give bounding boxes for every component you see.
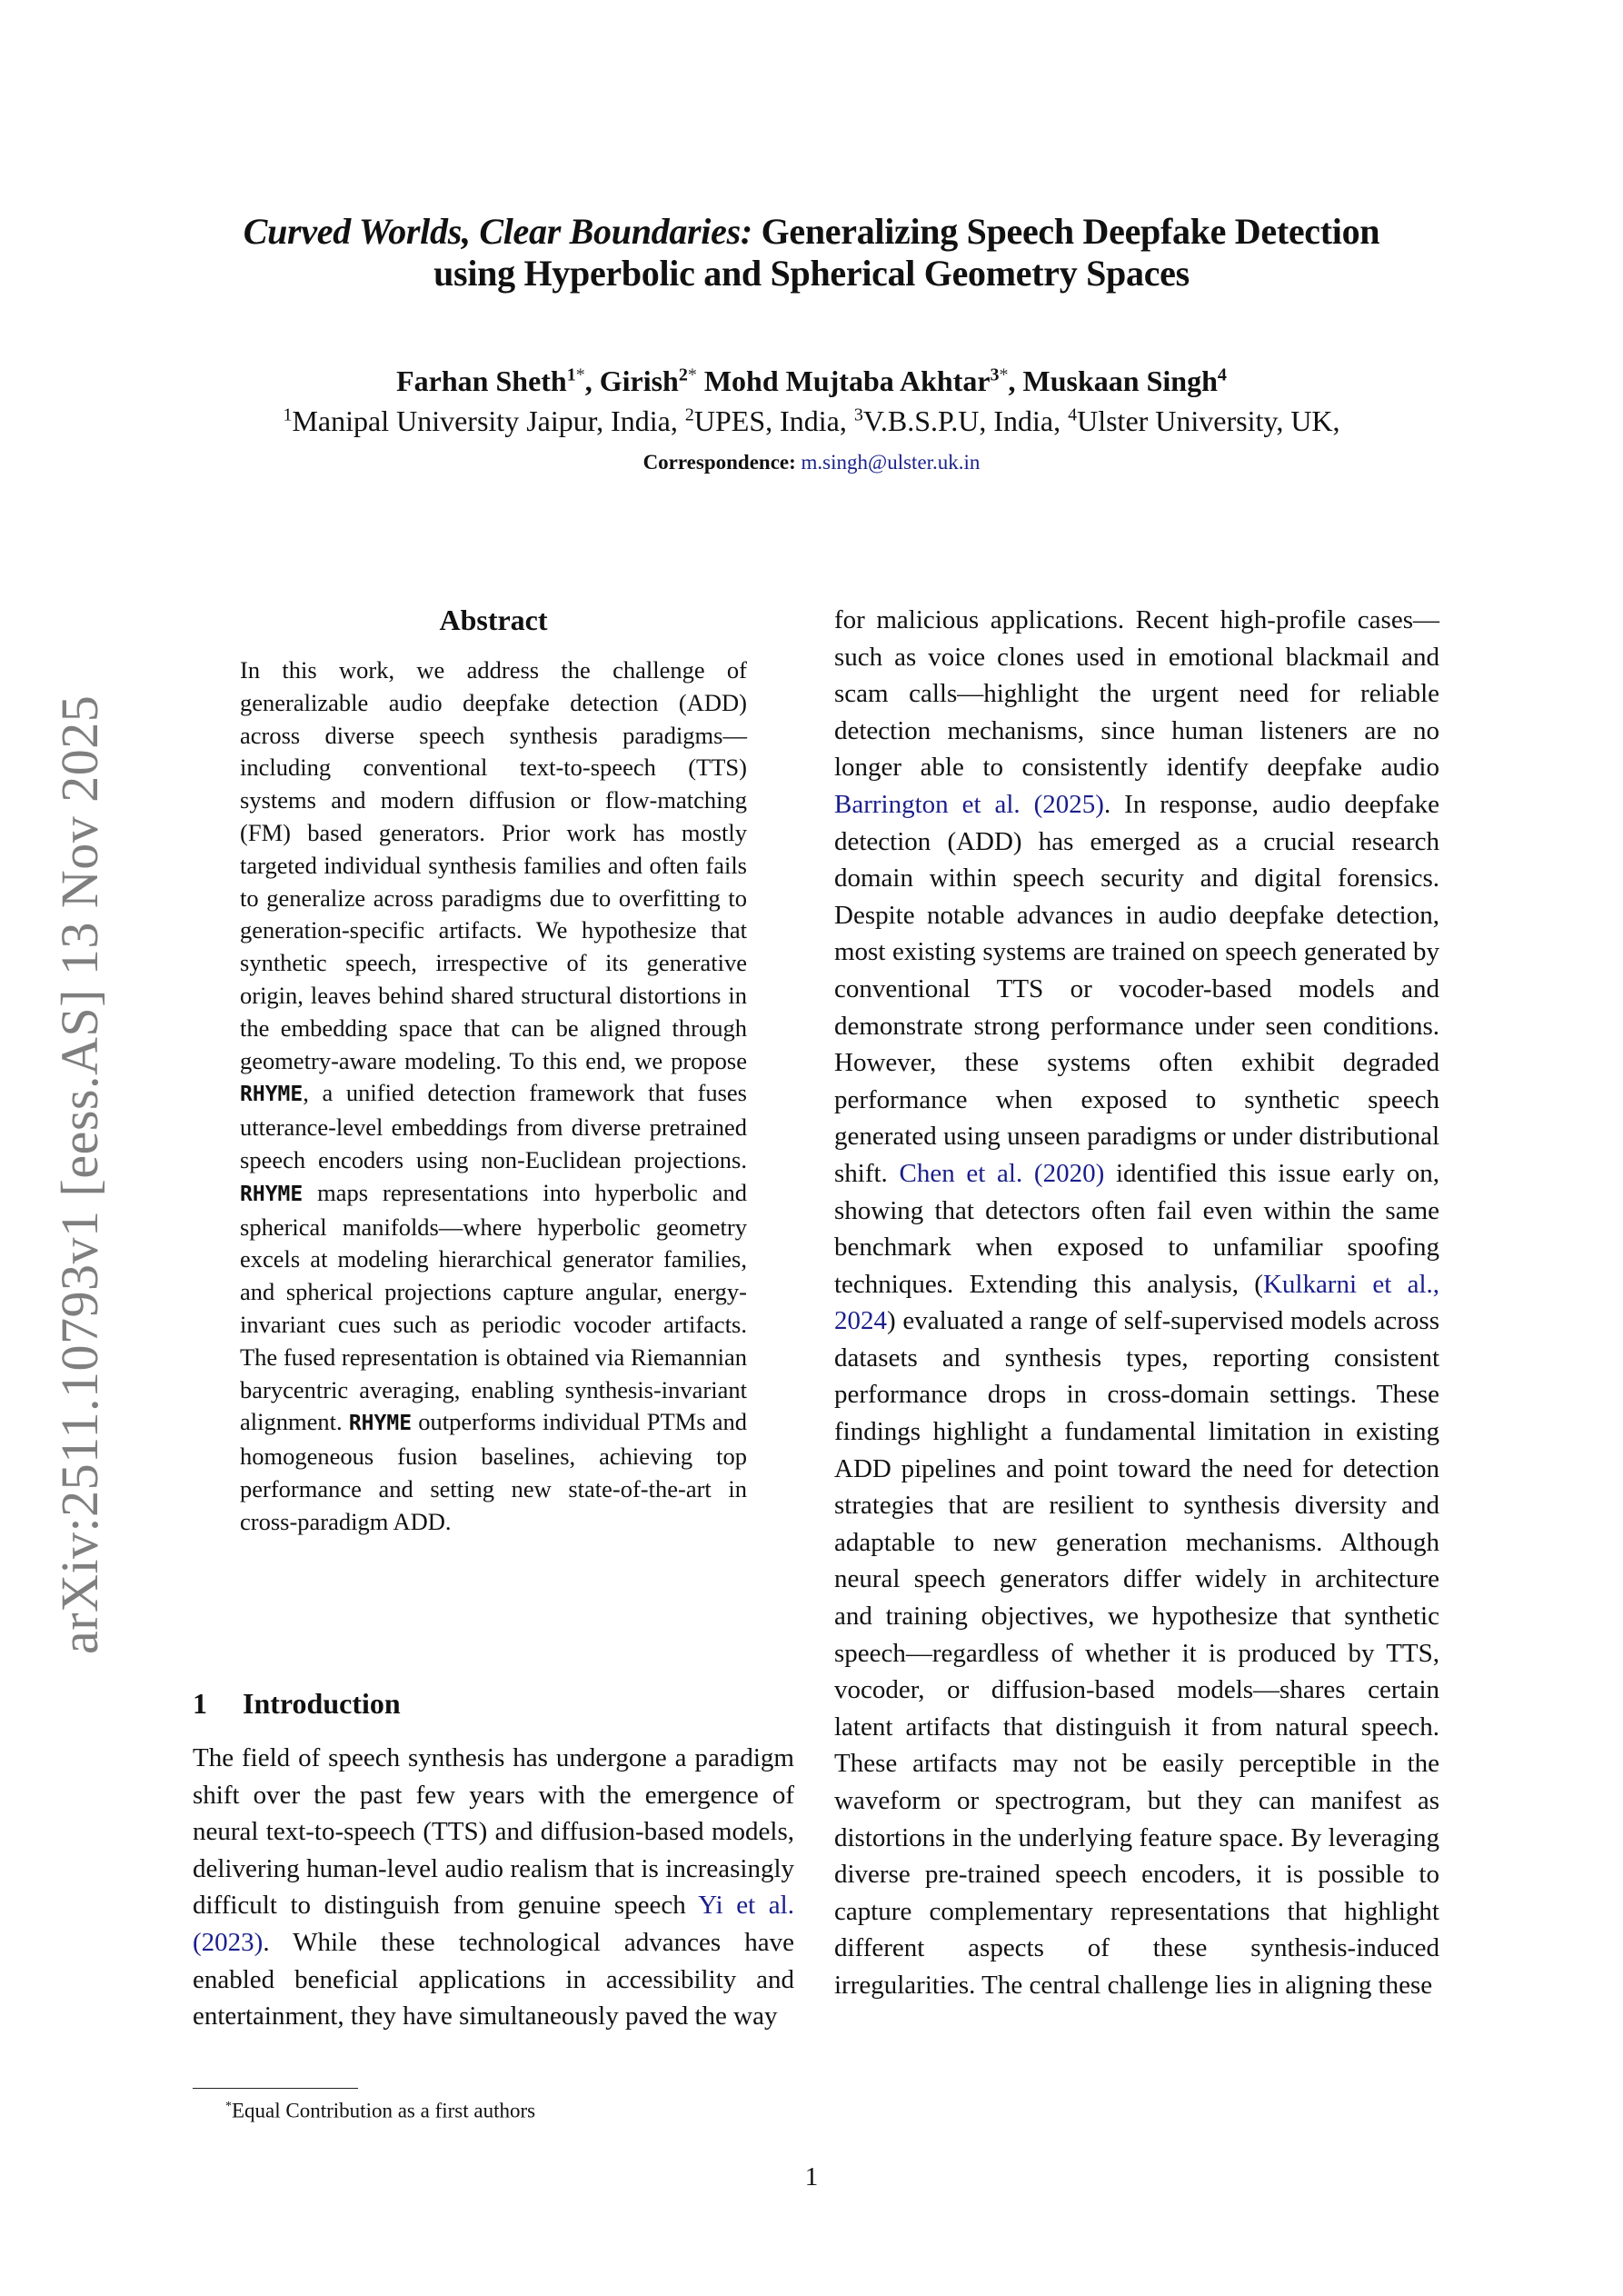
title-italic-part: Curved Worlds, Clear Boundaries: [243,211,752,252]
author-affil-sup: 2 [678,364,688,385]
author-name: Farhan Sheth [396,364,567,397]
section-number: 1 [193,1687,207,1720]
body-text: . While these technological advances have enabled beneficial applications in accessibility and entertainment, they have simultaneously paved the way [193,1927,794,2031]
citation-link[interactable]: Yi et al. (2023) [193,1891,794,1957]
affil-sup: 4 [1068,404,1078,425]
introduction-right-column [834,602,1439,2004]
author-list [136,364,1487,398]
body-text: identified this issue early on, showing that detectors often fail even within the same benchmark when exposed to unfamiliar spoofing techniques. Extending this analysis, ( [834,1158,1440,1299]
affiliations [136,404,1487,438]
author-name: Mohd Mujtaba Akhtar [703,364,991,397]
body-text: ) evaluated a range of self-supervised models across datasets and synthesis types, reporting consistent performance drops in cross-domain settings. These findings highlight a fundamental limitation in existing ADD pipelines and point toward the need for detection strategies that are resilient to synthesis diversity and adaptable to new generation mechanisms. Although neural speech generators differ widely in architecture and training objectives, we hypothesize that synthetic speech—regardless of whether it is produced by TTS, vocoder, or diffusion-based models—shares certain latent artifacts that distinguish it from natural speech. These artifacts may not be easily perceptible in the waveform or spectrogram, but they can manifest as distortions in the underlying feature space. By leveraging diverse pre-trained speech encoders, it is possible to capture complementary representations that highlight different aspects of these synthesis-induced irregularities. The central challenge lies in aligning these [834,1306,1439,2000]
correspondence-email-link[interactable]: m.singh@ulster.uk.in [801,451,981,474]
citation-link[interactable]: Chen et al. (2020) [899,1158,1105,1188]
title-main-part: Generalizing Speech Deepfake Detection [752,211,1380,252]
author-affil-sup: 1 [566,364,576,385]
separator: , [584,364,600,397]
separator [697,364,704,397]
abstract-text: maps representations into hyperbolic and spherical manifolds—where hyperbolic geometry excels at modeling hierarchical generator families, and spherical projections capture angular, energy-invariant cues such as periodic vocoder artifacts. The fused representation is obtained via Riemannian barycentric averaging, enabling synthesis-invariant alignment. [240,1178,747,1436]
footnote-rule [193,2088,358,2089]
title-line-2: using Hyperbolic and Spherical Geometry Spaces [433,253,1190,294]
correspondence-label: Correspondence: [642,451,796,474]
body-text: for malicious applications. Recent high-profile cases—such as voice clones used in emotional blackmail and scam calls—highlight the urgent need for reliable detection mechanisms, since human listeners are no longer able to consistently identify deepfake audio [834,605,1439,783]
model-name: RHYME [348,1412,413,1436]
author-name: Muskaan Singh [1022,364,1218,397]
author-affil-sup: 4 [1217,364,1227,385]
model-name: RHYME [240,1182,304,1206]
paper-title [136,211,1487,294]
abstract-text: outperforms individual PTMs and homogeneous fusion baselines, achieving top performance and setting new state-of-the-art in cross-paradigm ADD. [240,1408,747,1535]
abstract-text: In this work, we address the challenge of generalizable audio deepfake detection (ADD) across diverse speech synthesis paradigms—including conventional text-to-speech (TTS) systems and modern diffusion or flow-matching (FM) based generators. Prior work has mostly targeted individual synthesis families and often fails to generalize across paradigms due to overfitting to generation-specific artifacts. We hypothesize that synthetic speech, irrespective of its generative origin, leaves behind shared structural distortions in the embedding space that can be aligned through geometry-aware modeling. To this end, we propose [240,656,747,1074]
citation-link[interactable]: Barrington et al. (2025) [834,789,1104,819]
section-heading-introduction [193,1685,774,1722]
affiliation: UPES, India, [693,404,854,437]
affil-sup: 1 [283,404,293,425]
affiliation: Ulster University, UK, [1077,404,1340,437]
abstract-body [240,654,747,1539]
body-text: The field of speech synthesis has undergone a paradigm shift over the past few years with the emergence of neural text-to-speech (TTS) and diffusion-based models, delivering human-level audio realism that is increasingly difficult to distinguish from genuine speech [193,1743,794,1921]
model-name: RHYME [240,1083,304,1107]
author-name: Girish [599,364,679,397]
affil-sup: 2 [684,404,694,425]
affil-sup: 3 [853,404,863,425]
author-affil-sup: 3 [990,364,1000,385]
affiliation: Manipal University Jaipur, India, [292,404,685,437]
page-number: 1 [804,2162,819,2191]
separator: , [1008,364,1023,397]
section-title: Introduction [243,1687,401,1720]
abstract-heading: Abstract [439,604,548,636]
affiliation: V.B.S.P.U, India, [862,404,1069,437]
footnote [225,2093,771,2125]
citation-link[interactable]: Kulkarni et al., 2024 [834,1269,1439,1336]
arxiv-identifier-stamp: arXiv:2511.10793v1 [eess.AS] 13 Nov 2025 [50,694,109,1654]
footnote-mark: * [225,2100,232,2113]
equal-contribution-star: * [575,364,585,385]
introduction-left-column [193,1740,794,2035]
equal-contribution-star: * [687,364,697,385]
abstract-text: , a unified detection framework that fuses utterance-level embeddings from diverse pretrained speech encoders using non-Euclidean projections. [240,1079,747,1173]
correspondence [136,450,1487,475]
footnote-text: Equal Contribution as a first authors [232,2099,536,2122]
body-text: . In response, audio deepfake detection (ADD) has emerged as a crucial research domain within speech security and digital forensics. Despite notable advances in audio deepfake detection, most existing systems are trained on speech generated by conventional TTS or vocoder-based models and demonstrate strong performance under seen conditions. However, these systems often exhibit degraded performance when exposed to synthetic speech generated using unseen paradigms or under distributional shift. [834,789,1439,1188]
equal-contribution-star: * [999,364,1009,385]
